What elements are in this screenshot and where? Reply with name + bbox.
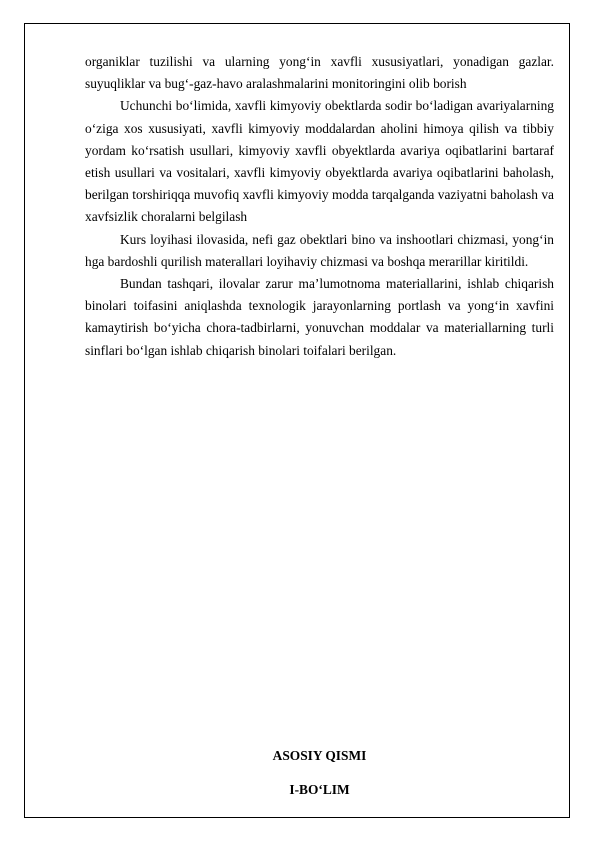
paragraph-1: organiklar tuzilishi va ularning yong‘in xavfli xususiyatlari, yonadigan gazlar. suyuqliklar va bug‘-gaz-havo aralashmalarini monitoringini olib borish [85,54,554,92]
chapter-heading: I-BO‘LIM [289,782,350,797]
paragraph-3: Kurs loyihasi ilovasida, nefi gaz obektlari bino va inshootlari chizmasi, yong‘in hga bardoshli qurilish materallari loyihaviy chizmasi va boshqa merarillar kiritildi. [85,231,554,269]
body-text [85,51,554,362]
paragraph-4: Bundan tashqari, ilovalar zarur ma’lumotnoma materiallarini, ishlab chiqarish binolari toifasini aniqlashda texnologik jarayonlarning portlash va yong‘in xavfini kamaytirish bo‘yicha chora-tadbirlarni, yonuvchan moddalar va materiallarning turli sinflari bo‘lgan ishlab chiqarish binolari toifalari berilgan. [85,276,554,358]
section-heading: ASOSIY QISMI [272,748,367,763]
paragraph-2: Uchunchi bo‘limida, xavfli kimyoviy obektlarda sodir bo‘ladigan avariyalarning o‘ziga xos xususiyati, xavfli kimyoviy moddalardan aholini himoya qilish va tibbiy yordam ko‘rsatish usullari, kimyoviy xavfli obyektlarda avariya oqibatlarini bartaraf etish usullari va vositalari, xavfli kimyoviy obyektlarda avariya oqibatlarini baholash, berilgan torshiriqqa muvofiq xavfli kimyoviy modda tarqalganda vaziyatni baholash va xavfsizlik choralarni belgilash [85,98,554,225]
